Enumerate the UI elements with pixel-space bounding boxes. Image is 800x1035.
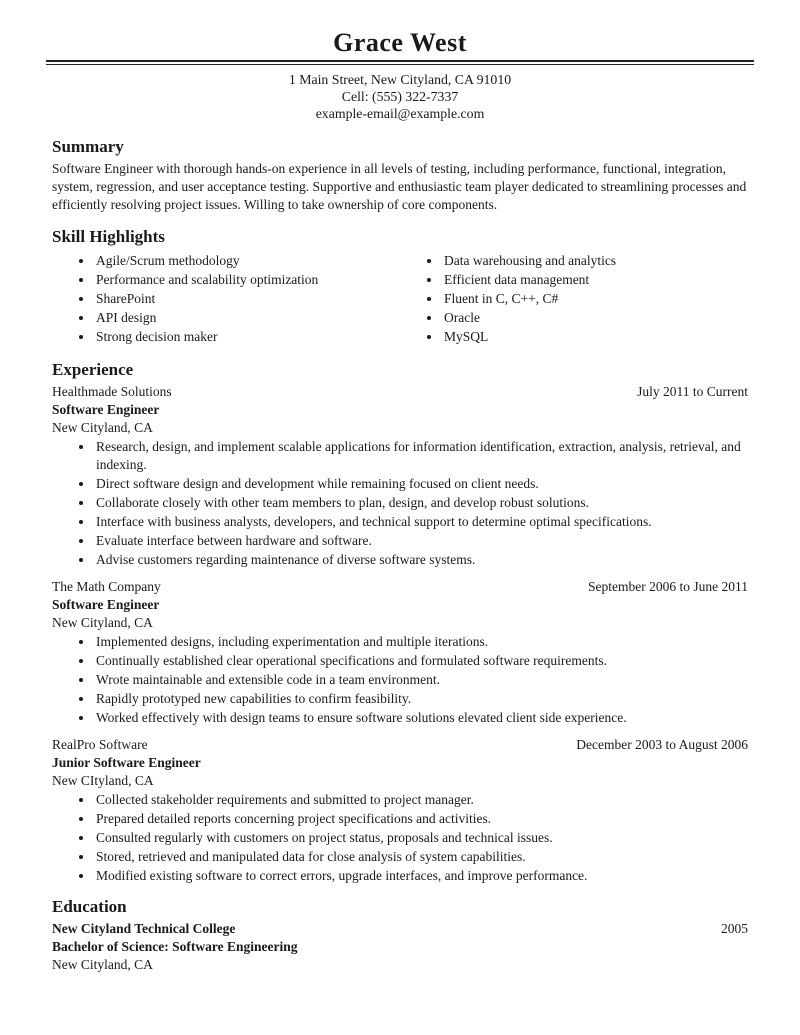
job-bullet: • Implemented designs, including experimentation and multiple iterations. (94, 633, 748, 651)
job-location: New Cityland, CA (52, 420, 153, 435)
contact-email: example-email@example.com (315, 106, 485, 121)
skill-item: • Data warehousing and analytics (442, 252, 748, 270)
job-bullet: • Modified existing software to correct errors, upgrade interfaces, and improve performance. (94, 867, 748, 885)
job-bullet-list (52, 633, 748, 727)
skills-list-right (400, 252, 748, 346)
job-company: RealPro Software (52, 737, 148, 752)
header-divider (46, 60, 754, 65)
job-entry (52, 383, 748, 569)
skill-item: • Strong decision maker (94, 328, 400, 346)
job-bullet-list (52, 791, 748, 885)
job-bullet: • Advise customers regarding maintenance of diverse software systems. (94, 551, 748, 569)
education-school: New Cityland Technical College (52, 921, 236, 936)
job-bullet: • Stored, retrieved and manipulated data for close analysis of system capabilities. (94, 848, 748, 866)
education-heading: Education (52, 897, 127, 916)
skills-columns (52, 250, 748, 347)
job-location: New CItyland, CA (52, 773, 154, 788)
skills-column-left (52, 250, 400, 347)
job-location: New Cityland, CA (52, 615, 153, 630)
job-bullet: • Interface with business analysts, developers, and technical support to determine optimal specifications. (94, 513, 748, 531)
section-education (52, 897, 748, 974)
section-summary (52, 137, 748, 214)
education-degree: Bachelor of Science: Software Engineering (52, 939, 298, 954)
job-bullet: • Direct software design and development while remaining focused on client needs. (94, 475, 748, 493)
education-year: 2005 (721, 921, 748, 936)
job-bullet: • Research, design, and implement scalable applications for information identification, extraction, analysis, retrieval, and indexing. (94, 438, 748, 474)
skill-item: • API design (94, 309, 400, 327)
job-bullet: • Collected stakeholder requirements and submitted to project manager. (94, 791, 748, 809)
job-bullet: • Consulted regularly with customers on project status, proposals and technical issues. (94, 829, 748, 847)
job-title: Software Engineer (52, 597, 160, 612)
job-bullet: • Prepared detailed reports concerning project specifications and activities. (94, 810, 748, 828)
skill-item: • Efficient data management (442, 271, 748, 289)
skills-heading: Skill Highlights (52, 227, 165, 246)
section-experience (52, 360, 748, 885)
job-title: Junior Software Engineer (52, 755, 201, 770)
job-bullet-list (52, 438, 748, 569)
job-dates: September 2006 to June 2011 (588, 579, 748, 594)
section-skills (52, 227, 748, 347)
job-header (52, 736, 748, 754)
contact-address: 1 Main Street, New Cityland, CA 91010 (288, 72, 512, 87)
job-bullet: • Wrote maintainable and extensible code in a team environment. (94, 671, 748, 689)
job-header (52, 578, 748, 596)
job-header (52, 383, 748, 401)
summary-heading: Summary (52, 137, 124, 156)
education-location: New Cityland, CA (52, 957, 153, 972)
job-company: The Math Company (52, 579, 161, 594)
job-entry (52, 578, 748, 727)
job-dates: December 2003 to August 2006 (576, 737, 748, 752)
job-bullet: • Rapidly prototyped new capabilities to confirm feasibility. (94, 690, 748, 708)
skill-item: • Fluent in C, C++, C# (442, 290, 748, 308)
skill-item: • MySQL (442, 328, 748, 346)
job-title: Software Engineer (52, 402, 160, 417)
skills-list-left (52, 252, 400, 346)
job-bullet: • Evaluate interface between hardware and software. (94, 532, 748, 550)
job-bullet: • Continually established clear operational specifications and formulated software requirements. (94, 652, 748, 670)
education-header (52, 920, 748, 938)
experience-heading: Experience (52, 360, 134, 379)
person-name: Grace West (333, 28, 467, 57)
skills-column-right (400, 250, 748, 347)
job-dates: July 2011 to Current (637, 384, 748, 399)
summary-text: Software Engineer with thorough hands-on experience in all levels of testing, including performance, functional, integration, system, regression, and user acceptance testing. Supportive and enthusiastic team player dedicated to streamlining processes and efficiently resolving project issues. Willing to take ownership of core components. (52, 161, 747, 212)
job-entry (52, 736, 748, 885)
skill-item: • SharePoint (94, 290, 400, 308)
job-bullet: • Collaborate closely with other team members to plan, design, and develop robust solutions. (94, 494, 748, 512)
contact-phone: Cell: (555) 322-7337 (341, 89, 459, 104)
skill-item: • Agile/Scrum methodology (94, 252, 400, 270)
skill-item: • Performance and scalability optimization (94, 271, 400, 289)
skill-item: • Oracle (442, 309, 748, 327)
job-company: Healthmade Solutions (52, 384, 172, 399)
job-bullet: • Worked effectively with design teams to ensure software solutions elevated client side experience. (94, 709, 748, 727)
resume-header (52, 28, 748, 122)
